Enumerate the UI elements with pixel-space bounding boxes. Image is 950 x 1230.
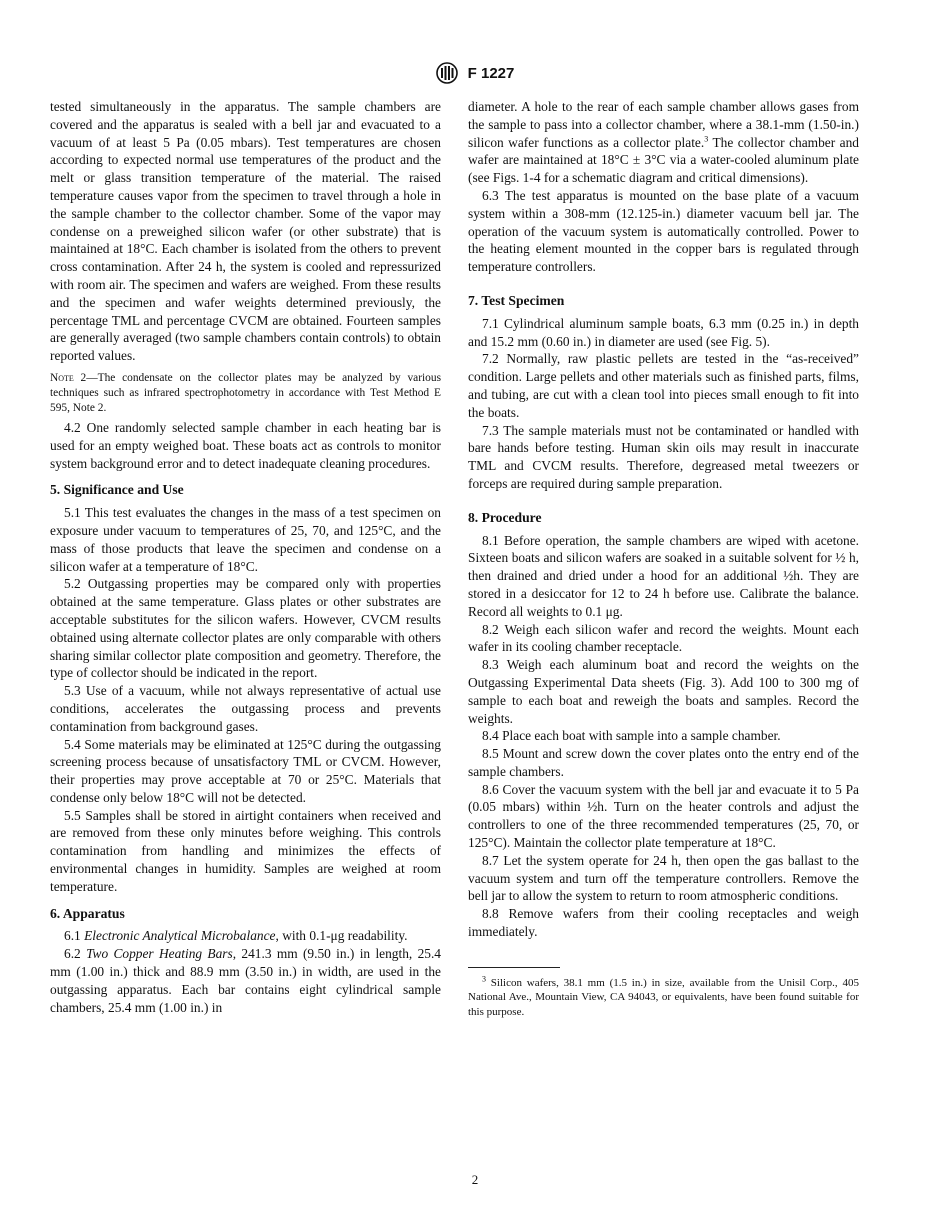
standard-designation: F 1227 <box>467 64 515 82</box>
section-5-heading: 5. Significance and Use <box>50 482 184 498</box>
paragraph-8-5: 8.5 Mount and screw down the cover plates onto the entry end of the sample chambers. <box>468 746 859 779</box>
paragraph-5-2: 5.2 Outgassing properties may be compared only with properties obtained at the same temperature. Glass plates or other substrates are acceptable substitutes for the silicon wafers. However, CVCM results obtained using alternate collector plates are only comparable with others sharing similar collector plate composition and geometry. Therefore, the type of collector should be indicated in the report. <box>50 576 441 681</box>
paragraph-6-2 <box>50 945 441 1016</box>
astm-logo-icon <box>436 62 458 84</box>
paragraph-8-7: 8.7 Let the system operate for 24 h, then open the gas ballast to the vacuum system and turn off the temperature controllers. Remove the bell jar to allow the system to return to room atmospheric conditions. <box>468 852 859 904</box>
intro-paragraph: tested simultaneously in the apparatus. The sample chambers are covered and the apparatus is sealed with a bell jar and evacuated to a vacuum of at least 5 Pa (0.05 mbars). Test temperatures are chosen according to expected normal use temperatures of the product and the melt or glass transition temperature of the material. The raised temperature causes vapor from the specimen to travel through a hole in the sample chamber to the collector chamber. Some of the vapor may condense on a preweighed silicon wafer (or other substrate) that is maintained at 18°C. Each chamber is isolated from the others to prevent cross contamination. After 24 h, the system is cooled and repressurized with room air. The specimen and wafers are weighed. From these results and the specimen and wafer weights determined previously, the percentage TML and percentage CVCM are obtained. Fourteen samples are generally averaged (two sample chambers contain controls) to obtain reported values. <box>50 99 441 364</box>
paragraph-7-2: 7.2 Normally, raw plastic pellets are tested in the “as-received” condition. Large pellets and other materials such as finished parts, films, and tubing, are cut with a clean tool into pieces small enough to fit into the boats. <box>468 351 859 420</box>
section-7-heading: 7. Test Specimen <box>468 292 565 308</box>
footnote-3-text: Silicon wafers, 38.1 mm (1.5 in.) in size, available from the Unisil Corp., 405 National Ave., Mountain View, CA 94043, or equivalents, have been found suitable for this purpose. <box>468 976 859 1018</box>
paragraph-8-3: 8.3 Weigh each aluminum boat and record the weights on the Outgassing Experimental Data sheets (Fig. 3). Add 100 to 300 mg of sample to each boat and reweigh the boats and samples. Record the weights. <box>468 657 859 726</box>
paragraph-6-2-title: Two Copper Heating Bars <box>86 946 233 962</box>
footnote-divider <box>468 967 560 968</box>
paragraph-6-2-text: , 241.3 mm (9.50 in.) in length, 25.4 mm (1.00 in.) thick and 88.9 mm (3.50 in.) in width, are used in the outgassing apparatus. Each bar contains eight cylindrical sample chambers, 25.4 mm (1.00 in.) in <box>50 946 442 1015</box>
paragraph-5-1: 5.1 This test evaluates the changes in the mass of a test specimen on exposure under vacuum to temperatures of 25, 70, and 125°C, and the mass of those products that leave the specimen and condense on a silicon wafer at a temperature of 18°C. <box>50 505 441 574</box>
paragraph-6-2-number: 6.2 <box>64 946 81 962</box>
continued-text-a: diameter. A hole to the rear of each sample chamber allows gases from the sample to pass into a collector chamber, where a 38.1-mm (1.50-in.) silicon wafer functions as a collector plate. <box>468 99 859 150</box>
paragraph-8-6: 8.6 Cover the vacuum system with the bell jar and evacuate it to 5 Pa (0.05 mbars) within ½h. Turn on the heater controls and adjust the controllers to one of the three recommended temperatures (25, 70, or 125°C). Maintain the collector plate temperature at 18°C. <box>468 781 859 851</box>
paragraph-6-1 <box>50 927 441 945</box>
paragraph-6-1-number: 6.1 <box>64 928 81 944</box>
paragraph-8-2: 8.2 Weigh each silicon wafer and record the weights. Mount each wafer in its cooling chamber receptacle. <box>468 621 859 655</box>
page-header <box>0 62 950 88</box>
paragraph-7-1: 7.1 Cylindrical aluminum sample boats, 6.3 mm (0.25 in.) in depth and 15.2 mm (0.60 in.) in diameter are used (see Fig. 5). <box>468 315 859 349</box>
paragraph-8-4: 8.4 Place each boat with sample into a sample chamber. <box>482 728 781 744</box>
left-column <box>50 98 441 1016</box>
footnote-3-number: 3 <box>482 974 486 984</box>
paragraph-7-3: 7.3 The sample materials must not be contaminated or handled with bare hands before testing. Human skin oils may result in inaccurate TML and CVCM results. Therefore, degreased metal tweezers or forceps are required during sample preparation. <box>468 422 859 491</box>
paragraph-6-2-continued <box>468 98 859 187</box>
note-2-label: Note 2 <box>50 371 87 384</box>
paragraph-6-3: 6.3 The test apparatus is mounted on the base plate of a vacuum system within a 308-mm (12.125-in.) diameter vacuum bell jar. The operation of the vacuum system is automatically controlled. Power to the heating element mounted in the copper bars is regulated through temperature controllers. <box>468 187 859 275</box>
continued-text-b: The collector chamber and wafer are maintained at 18°C ± 3°C via a water-cooled aluminum plate (see Figs. 1-4 for a schematic diagram and critical dimensions). <box>468 134 859 186</box>
paragraph-5-3: 5.3 Use of a vacuum, while not always representative of actual use conditions, accelerates the outgassing process and prevents contamination from background gases. <box>50 683 441 734</box>
note-2-text: —The condensate on the collector plates may be analyzed by various techniques such as infrared spectrophotometry in accordance with Test Method E 595, Note 2. <box>50 371 441 414</box>
paragraph-5-5: 5.5 Samples shall be stored in airtight containers when received and are removed from these only minutes before weighing. This controls contamination from handling and minimizes the effects of environmental changes in humidity. Samples are weighed at room temperature. <box>50 807 441 894</box>
section-8-heading: 8. Procedure <box>468 509 542 525</box>
paragraph-8-8: 8.8 Remove wafers from their cooling receptacles and weigh immediately. <box>468 906 859 940</box>
paragraph-6-1-text: , with 0.1-μg readability. <box>275 928 408 944</box>
paragraph-8-1: 8.1 Before operation, the sample chambers are wiped with acetone. Sixteen boats and silicon wafers are soaked in a suitable solvent for ½ h, then drained and dried under a hood for an additional ½h. They are stored in a desiccator for 12 to 24 h before use. Calibrate the balance. Record all weights to 0.1 μg. <box>468 532 859 619</box>
footnote-ref-3: 3 <box>704 134 709 144</box>
section-6-heading: 6. Apparatus <box>50 905 125 921</box>
note-2 <box>50 371 441 416</box>
page-number: 2 <box>471 1172 479 1187</box>
footnote-3 <box>468 976 859 1020</box>
right-column <box>468 98 859 1019</box>
paragraph-4-2: 4.2 One randomly selected sample chamber in each heating bar is used for an empty weighed boat. These boats act as controls to monitor system background error and to detect inadequate cleaning procedures. <box>50 419 441 471</box>
paragraph-5-4: 5.4 Some materials may be eliminated at 125°C during the outgassing screening process because of unsatisfactory TML or CVCM. However, their properties may prove acceptable at 70 or 25°C. Materials that condense only below 18°C will not be detected. <box>50 736 441 805</box>
paragraph-6-1-title: Electronic Analytical Microbalance <box>84 928 276 944</box>
